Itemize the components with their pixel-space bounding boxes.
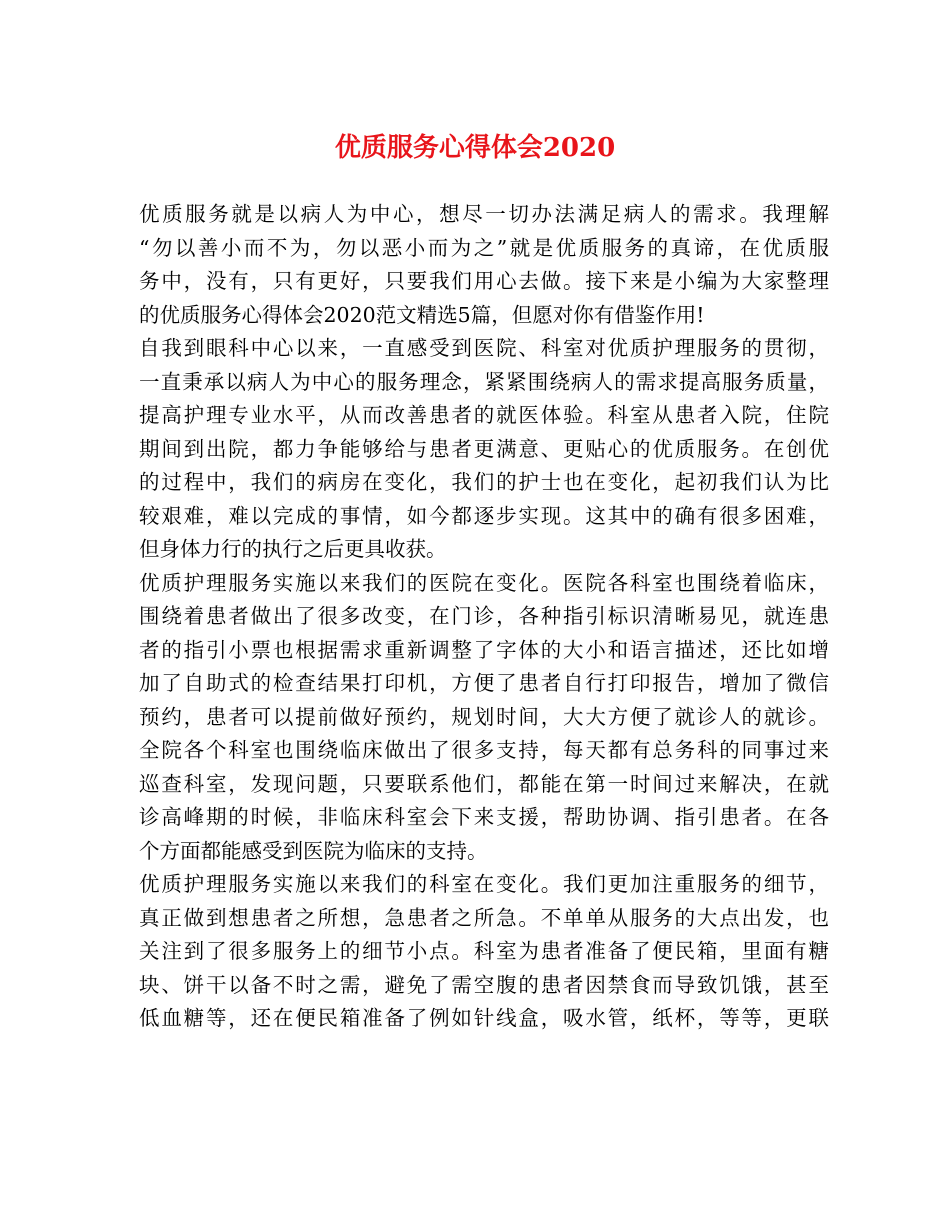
text-line: 诊高峰期的时候，非临床科室会下来支援，帮助协调、指引患者。在各 [139,805,829,829]
text-line: 期间到出院，都力争能够给与患者更满意、更贴心的优质服务。在创优 [139,436,829,461]
text-line: 个方面都能感受到医院为临床的支持。 [139,838,488,863]
text-line: 低血糖等，还在便民箱准备了例如针线盒，吸水管，纸杯，等等，更联 [139,1006,829,1030]
text-line: 务中，没有，只有更好，只要我们用心去做。接下来是小编为大家整理 [139,269,829,293]
text-line: 优质护理服务实施以来我们的科室在变化。我们更加注重服务的细节， [139,872,829,896]
text-line: 巡查科室，发现问题，只要联系他们，都能在第一时间过来解决，在就 [139,771,829,796]
text-line: 全院各个科室也围绕临床做出了很多支持，每天都有总务科的同事过来 [139,738,829,762]
text-line: 的优质服务心得体会2020范文精选5篇，但愿对你有借鉴作用! [139,302,705,327]
text-line: 预约，患者可以提前做好预约，规划时间，大大方便了就诊人的就诊。 [139,704,829,729]
text-line: 的过程中，我们的病房在变化，我们的护士也在变化，起初我们认为比 [139,470,829,494]
text-line: 加了自助式的检查结果打印机，方便了患者自行打印报告，增加了微信 [139,671,829,695]
text-line: 关注到了很多服务上的细节小点。科室为患者准备了便民箱，里面有糖 [139,939,829,963]
text-line: 块、饼干以备不时之需，避免了需空腹的患者因禁食而导致饥饿，甚至 [139,972,829,997]
document-body [139,198,829,1036]
text-line: 优质服务就是以病人为中心，想尽一切办法满足病人的需求。我理解 [139,202,829,226]
text-line: 较艰难，难以完成的事情，如今都逐步实现。这其中的确有很多困难， [139,503,829,528]
text-line: 提高护理专业水平，从而改善患者的就医体验。科室从患者入院，住院 [139,403,829,427]
document-title: 优质服务心得体会2020 [334,133,616,163]
text-line: 围绕着患者做出了很多改变，在门诊，各种指引标识清晰易见，就连患 [139,604,829,628]
text-line: 一直秉承以病人为中心的服务理念，紧紧围绕病人的需求提高服务质量， [139,369,829,394]
text-line: 但身体力行的执行之后更具收获。 [139,537,447,561]
text-line: 自我到眼科中心以来，一直感受到医院、科室对优质护理服务的贯彻， [139,336,829,360]
text-line: 优质护理服务实施以来我们的医院在变化。医院各科室也围绕着临床， [139,570,829,595]
text-line: 真正做到想患者之所想，急患者之所急。不单单从服务的大点出发，也 [139,905,829,930]
text-line: 者的指引小票也根据需求重新调整了字体的大小和语言描述，还比如增 [139,637,829,662]
text-line: “勿以善小而不为，勿以恶小而为之”就是优质服务的真谛，在优质服 [139,235,829,260]
